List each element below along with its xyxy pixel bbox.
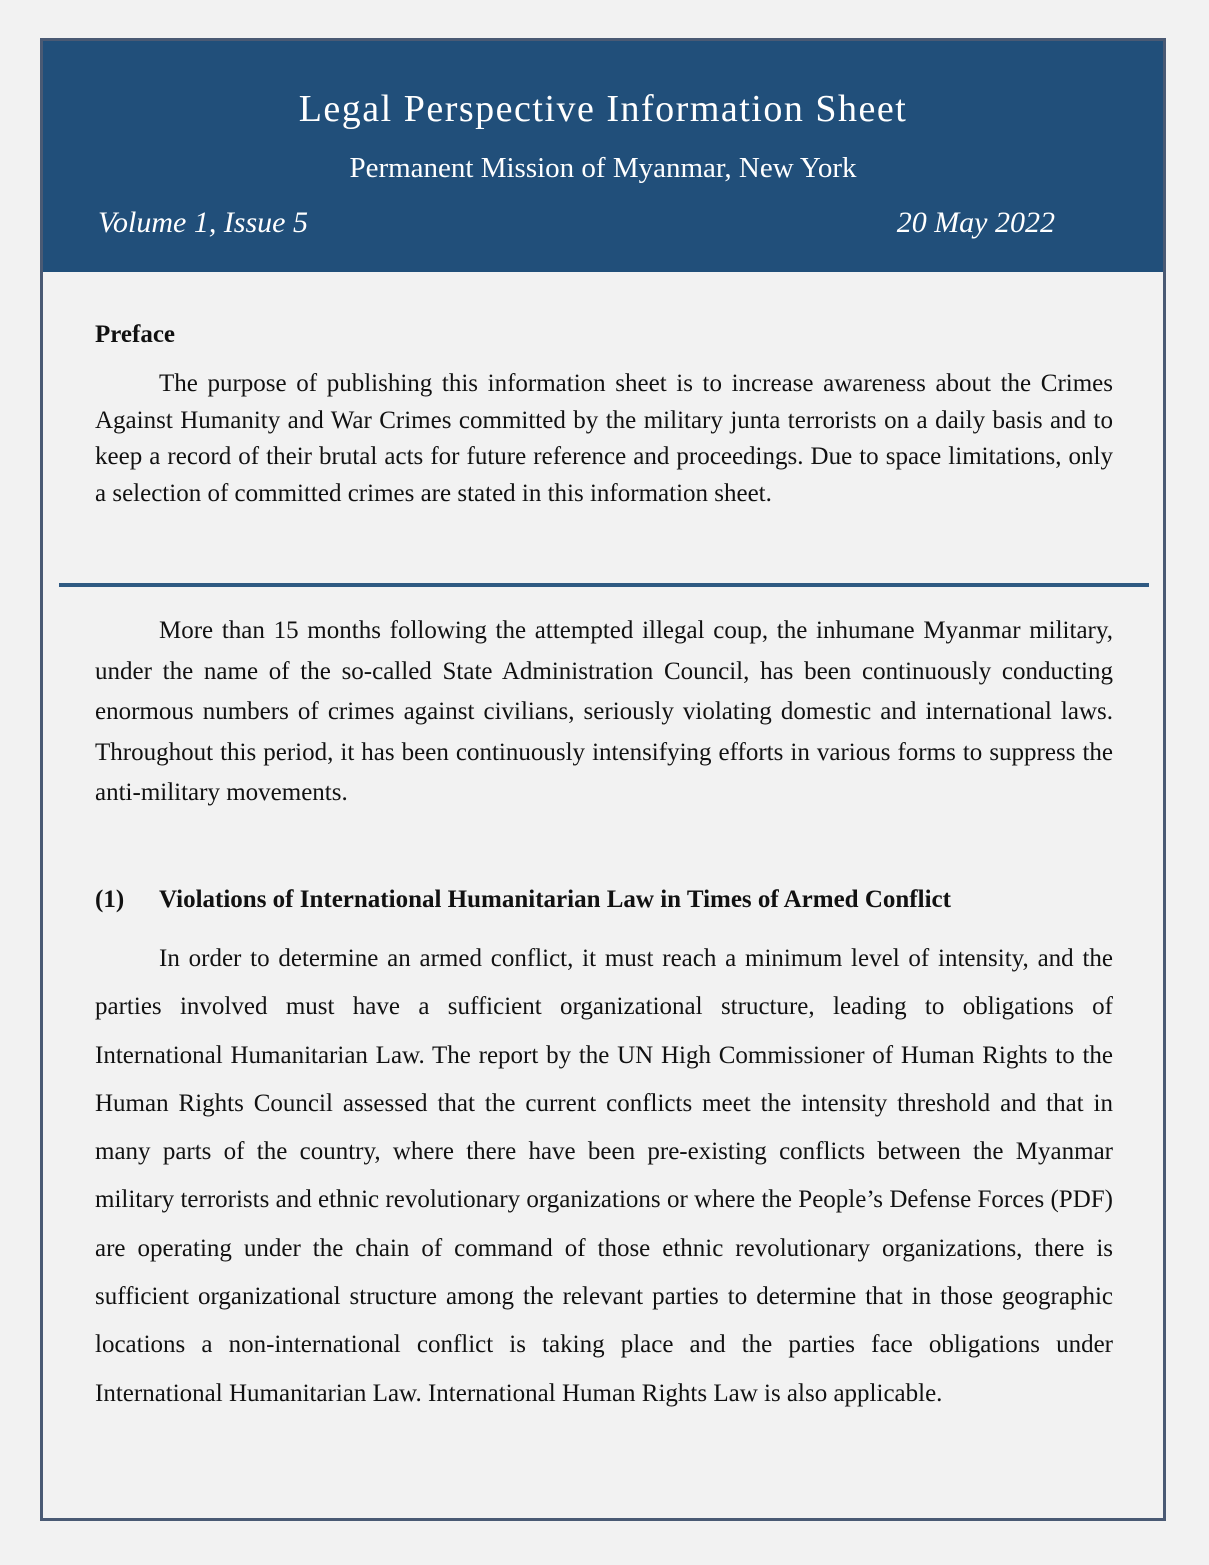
issue-date: 20 May 2022: [896, 206, 1055, 239]
section-divider: [59, 583, 1149, 587]
volume-issue: Volume 1, Issue 5: [98, 206, 308, 239]
preface-heading: Preface: [95, 321, 176, 348]
header-banner: [43, 41, 1163, 272]
information-sheet: [40, 38, 1166, 1521]
section-heading: [95, 884, 951, 916]
preface-paragraph: The purpose of publishing this information sheet is to increase awareness about the Crimes Against Humanity and War Crimes committed by the military junta terrorists on a daily basis and to keep a record of their brutal acts for future reference and proceedings. Due to space limitations, only a selection of committed crimes are stated in this information sheet.: [95, 370, 1113, 507]
section-title: Violations of International Humanitarian Law in Times of Armed Conflict: [159, 886, 951, 913]
section-number: (1): [95, 886, 125, 913]
document-title: Legal Perspective Information Sheet: [298, 88, 908, 130]
section-paragraph: In order to determine an armed conflict, it must reach a minimum level of intensity, and the parties involved must have a sufficient organizational structure, leading to obligations of International Humanitarian Law. The report by the UN High Commissioner of Human Rights to the Human Rights Council assessed that the current conflicts meet the intensity threshold and that in many parts of the country, where there have been pre-existing conflicts between the Myanmar military terrorists and ethnic revolutionary organizations or where the People’s Defense Forces (PDF) are operating under the chain of command of those ethnic revolutionary organizations, there is sufficient organizational structure among the relevant parties to determine that in those geographic locations a non-international conflict is taking place and the parties face obligations under International Humanitarian Law. International Human Rights Law is also applicable.: [95, 945, 1113, 1407]
document-subtitle: Permanent Mission of Myanmar, New York: [349, 152, 857, 184]
intro-paragraph: More than 15 months following the attempted illegal coup, the inhumane Myanmar military, under the name of the so-called State Administration Council, has been continuously conducting enormous numbers of crimes against civilians, seriously violating domestic and international laws. Throughout this period, it has been continuously intensifying efforts in various forms to suppress the anti-military movements.: [95, 617, 1113, 806]
